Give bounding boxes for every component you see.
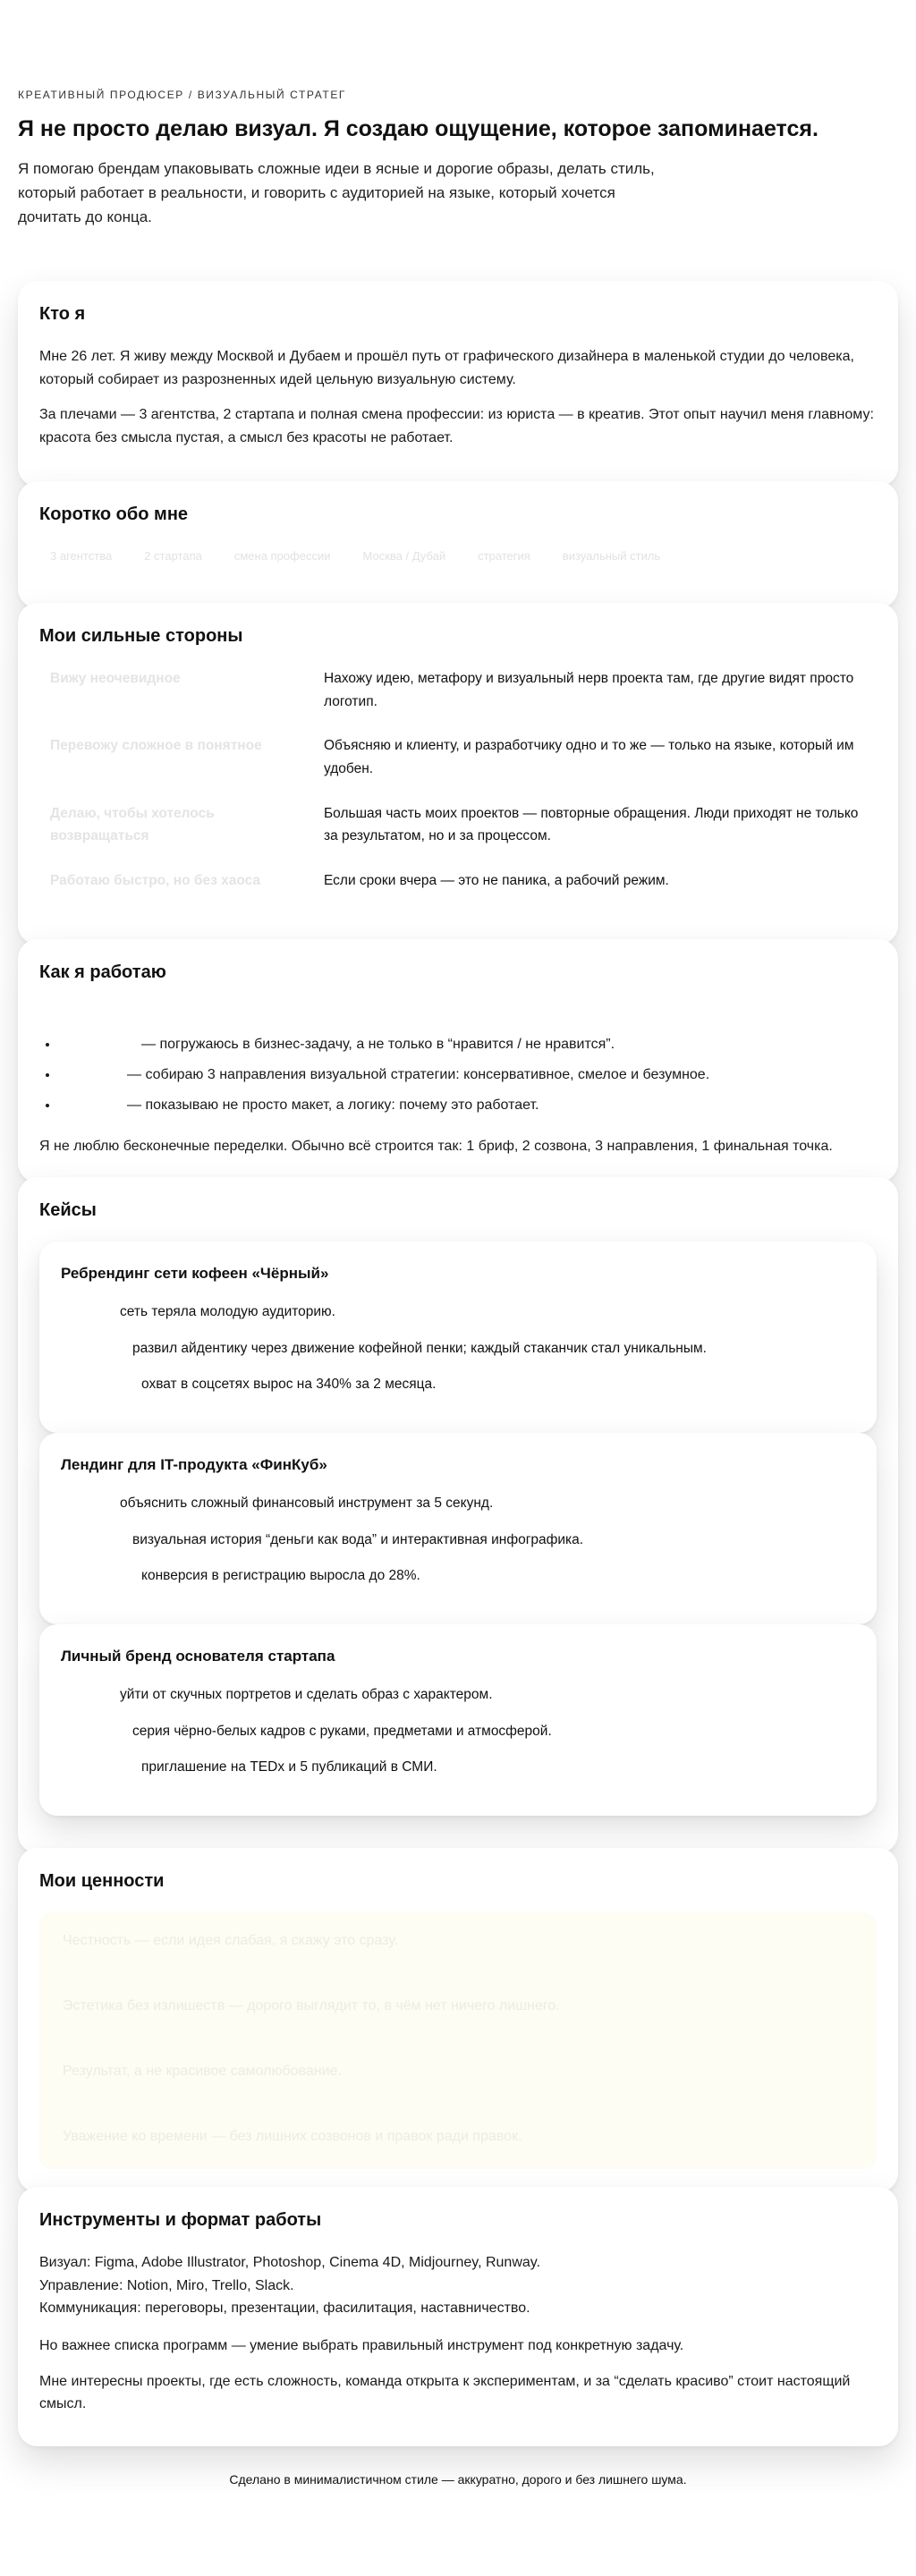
strength-description: Большая часть моих проектов — повторные обращения. Люди приходят не только за результатом, но и за процессом.: [324, 805, 859, 844]
tag: Москва / Дубай: [362, 549, 446, 564]
strength-description: Нахожу идею, метафору и визуальный нерв проекта там, где другие видят просто логотип.: [324, 671, 854, 709]
tag-list: [39, 546, 877, 566]
step-text: — погружаюсь в бизнес-задачу, а не только в “нравится / не нравится”.: [141, 1037, 615, 1053]
tools-card: [18, 2187, 898, 2446]
strength-name: Работаю быстро, но без хаоса: [50, 872, 261, 888]
how-card: [18, 939, 898, 1182]
case-title: Ребрендинг сети кофеен «Чёрный»: [61, 1265, 329, 1283]
footer-note: Сделано в минималистичном стиле — аккуратно, дорого и без лишнего шума.: [229, 2472, 687, 2487]
hero-title: Я не просто делаю визуал. Я создаю ощущение, которое запоминается.: [18, 116, 818, 142]
value-item: Уважение ко времени — без лишних созвонов и правок ради правок.: [63, 2128, 522, 2144]
who-paragraph: Мне 26 лет. Я живу между Москвой и Дубаем и прошёл путь от графического дизайнера в маленькой студии до человека, который собирает из разрозненных идей цельную визуальную систему.: [39, 349, 854, 387]
tag: смена профессии: [233, 549, 331, 564]
case-result: конверсия в регистрацию выросла до 28%.: [141, 1567, 420, 1583]
how-note: Я не люблю бесконечные переделки. Обычно всё строится так: 1 бриф, 2 созвона, 3 направления, 1 финальная точка.: [39, 1138, 833, 1154]
case-solution: развил айдентику через движение кофейной пенки; каждый стаканчик стал уникальным.: [132, 1340, 707, 1356]
tools-line: Визуал: Figma, Adobe Illustrator, Photoshop, Cinema 4D, Midjourney, Runway.: [39, 2255, 541, 2271]
tools-line: Управление: Notion, Miro, Trello, Slack.: [39, 2277, 294, 2293]
case-title: Лендинг для IT-продукта «ФинКуб»: [61, 1456, 327, 1474]
step-text: — собираю 3 направления визуальной стратегии: консервативное, смелое и безумное.: [127, 1067, 710, 1083]
hero-lead: Я помогаю брендам упаковывать сложные идеи в ясные и дорогие образы, делать стиль, который работает в реальности, и говорить с аудиторией на языке, который хочется дочитать до конца.: [18, 159, 655, 226]
list-item: [59, 1095, 877, 1117]
values-list: [39, 1912, 877, 2169]
strength-description: Объясняю и клиенту, и разработчику одно и то же — только на языке, который им удобен.: [324, 738, 854, 776]
strength-row: [39, 667, 877, 734]
tools-list: [39, 2251, 877, 2320]
who-card: [18, 281, 898, 487]
strengths-title: Мои сильные стороны: [39, 626, 243, 647]
hero-eyebrow: КРЕАТИВНЫЙ ПРОДЮСЕР / ВИЗУАЛЬНЫЙ СТРАТЕГ: [18, 89, 347, 101]
cases-card: [18, 1177, 898, 1853]
strengths-table: [39, 667, 877, 913]
tag: стратегия: [478, 549, 530, 564]
tag: 3 агентства: [50, 549, 113, 564]
how-title: Как я работаю: [39, 962, 166, 983]
case-solution: визуальная история “деньги как вода” и интерактивная инфографика.: [132, 1531, 584, 1547]
strength-row: [39, 734, 877, 801]
value-item: Эстетика без излишеств — дорого выглядит то, в чём нет ничего лишнего.: [63, 1998, 560, 2014]
short-card: [18, 481, 898, 608]
case-card: [39, 1241, 877, 1433]
strength-row: [39, 869, 877, 914]
strength-name: Перевожу сложное в понятное: [50, 738, 262, 754]
who-title: Кто я: [39, 304, 86, 325]
case-result: охват в соцсетях вырос на 340% за 2 месяца.: [141, 1376, 437, 1392]
case-card: [39, 1433, 877, 1624]
tools-paragraph: Но важнее списка программ — умение выбрать правильный инструмент под конкретную задачу.: [39, 2338, 684, 2354]
case-solution: серия чёрно-белых кадров с руками, предметами и атмосферой.: [132, 1723, 552, 1739]
tools-line: Коммуникация: переговоры, презентации, фасилитация, наставничество.: [39, 2301, 530, 2317]
short-title: Коротко обо мне: [39, 504, 189, 525]
strength-description: Если сроки вчера — это не паника, а рабочий режим.: [324, 872, 669, 888]
case-title: Личный бренд основателя стартапа: [61, 1648, 335, 1665]
strength-name: Делаю, чтобы хотелось возвращаться: [50, 805, 215, 844]
strength-name: Вижу неочевидное: [50, 671, 181, 687]
case-problem: сеть теряла молодую аудиторию.: [120, 1304, 335, 1320]
how-steps-list: [39, 1034, 877, 1116]
step-text: — показываю не просто макет, а логику: почему это работает.: [127, 1097, 539, 1113]
value-item: Результат, а не красивое самолюбование.: [63, 2063, 342, 2079]
case-card: [39, 1624, 877, 1816]
value-item: Честность — если идея слабая, я скажу это сразу.: [63, 1933, 399, 1949]
case-problem: уйти от скучных портретов и сделать образ с характером.: [120, 1687, 493, 1703]
case-problem: объяснить сложный финансовый инструмент за 5 секунд.: [120, 1496, 494, 1512]
who-paragraph: За плечами — 3 агентства, 2 стартапа и полная смена профессии: из юриста — в креатив. Этот опыт научил меня главному: красота без смысла пустая, а смысл без красоты не работает.: [39, 407, 874, 446]
tools-paragraph: Мне интересны проекты, где есть сложность, команда открыта к экспериментам, и за “сделать красиво” стоит настоящий смысл.: [39, 2373, 851, 2412]
hero: [18, 0, 898, 281]
tag: 2 стартапа: [144, 549, 202, 564]
list-item: [59, 1064, 877, 1087]
cases-title: Кейсы: [39, 1200, 97, 1221]
values-card: [18, 1848, 898, 2192]
tools-title: Инструменты и формат работы: [39, 2210, 322, 2231]
strength-row: [39, 802, 877, 869]
strengths-card: [18, 603, 898, 945]
list-item: [59, 1034, 877, 1056]
values-title: Мои ценности: [39, 1871, 165, 1892]
tag: визуальный стиль: [562, 549, 661, 564]
case-result: приглашение на TEDx и 5 публикаций в СМИ.: [141, 1758, 437, 1775]
